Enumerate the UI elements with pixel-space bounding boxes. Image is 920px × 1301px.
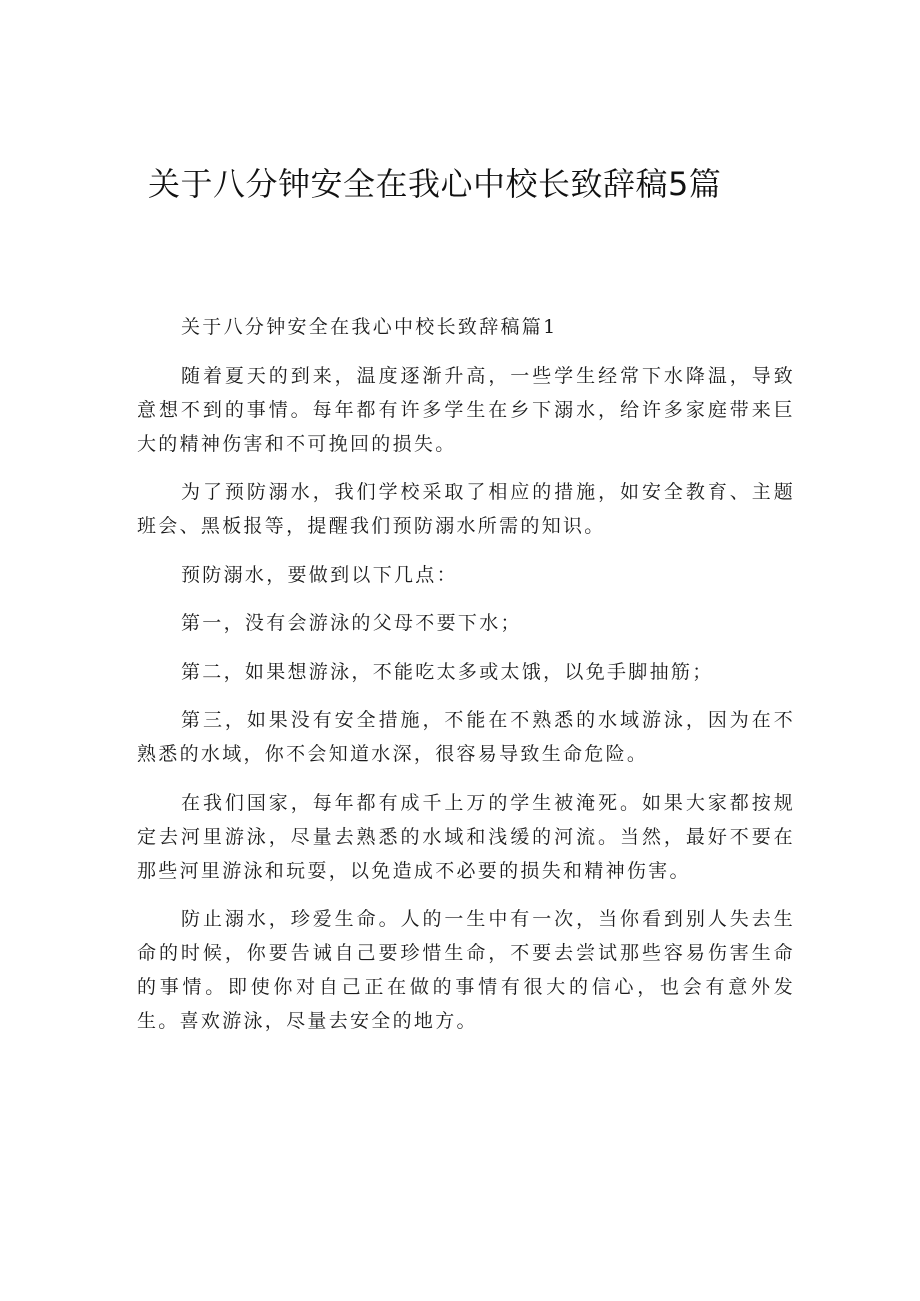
document-body	[137, 310, 795, 1053]
paragraph-prevention-points: 预防溺水，要做到以下几点：	[181, 563, 458, 586]
section-heading: 关于八分钟安全在我心中校长致辞稿篇1	[181, 316, 558, 338]
paragraph-point-two: 第二，如果想游泳，不能吃太多或太饿，以免手脚抽筋；	[181, 660, 714, 683]
paragraph-point-three: 第三，如果没有安全措施，不能在不熟悉的水域游泳，因为在不熟悉的水域，你不会知道水深，很容易导致生命危险。	[137, 709, 795, 765]
paragraph-national-statistics: 在我们国家，每年都有成千上万的学生被淹死。如果大家都按规定去河里游泳，尽量去熟悉的水域和浅缓的河流。当然，最好不要在那些河里游泳和玩耍，以免造成不必要的损失和精神伤害。	[137, 791, 795, 882]
paragraph-point-one: 第一，没有会游泳的父母不要下水；	[181, 612, 522, 634]
document-title: 关于八分钟安全在我心中校长致辞稿5篇	[148, 165, 722, 203]
paragraph-cherish-life: 防止溺水，珍爱生命。人的一生中有一次，当你看到别人失去生命的时候，你要告诫自己要珍惜生命，不要去尝试那些容易伤害生命的事情。即使你对自己正在做的事情有很大的信心，也会有意外发生。喜欢游泳，尽量去安全的地方。	[137, 908, 795, 1032]
paragraph-school-measures: 为了预防溺水，我们学校采取了相应的措施，如安全教育、主题班会、黑板报等，提醒我们预防溺水所需的知识。	[137, 481, 795, 537]
paragraph-summer-drowning-intro: 随着夏天的到来，温度逐渐升高，一些学生经常下水降温，导致意想不到的事情。每年都有许多学生在乡下溺水，给许多家庭带来巨大的精神伤害和不可挽回的损失。	[137, 364, 795, 455]
